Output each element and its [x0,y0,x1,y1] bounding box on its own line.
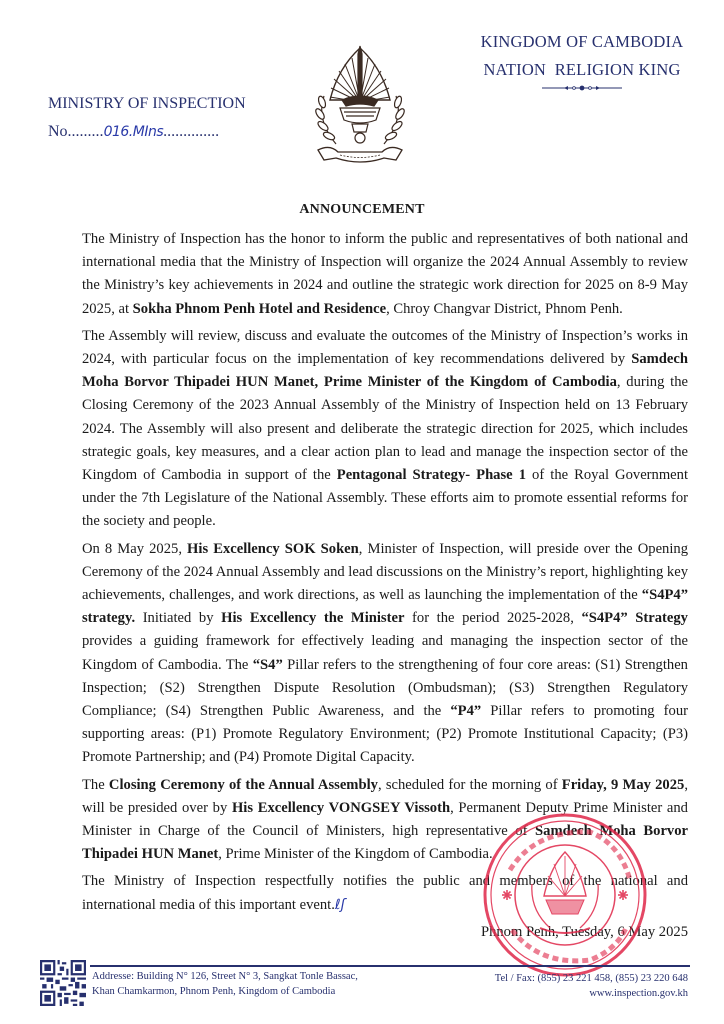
paragraph-closing [82,774,688,867]
number-prefix: No......... [48,123,104,140]
kingdom-title: KINGDOM OF CAMBODIA [480,32,684,51]
paragraph-notice [82,870,688,916]
text: The Assembly will review, discuss and evaluate the outcomes of the Ministry of Inspection’s works in 2024, with particular focus on the implementation of key recommendations delivered by [82,327,688,368]
address-line-2: Khan Chamkarmon, Phnom Penh, Kingdom of Cambodia [92,986,336,997]
footer-divider [90,965,690,967]
pillar-name: “P4” [450,703,482,720]
ceremony-date: Friday, 9 May 2025 [561,776,685,793]
footer-address [92,969,358,999]
strategy-name: Pentagonal Strategy- Phase 1 [336,467,526,484]
text: Pillar refers to the strengthening of four core areas: (S1) Strengthen Inspection; (S2) Strengthen Dispute Resolution (Ombudsman); (S3) Strengthen Regulatory Compliance; (S4) Strengthen Public Awareness, and the [82,656,688,720]
footer-contact [495,971,688,1001]
text: , during the Closing Ceremony of the 2023 Annual Assembly of the Ministry of Inspection held on 13 February 2024. The Assembly will also present and deliberate the strategic direction for 2025, which includes strategic goals, key measures, and a clear action plan to lead and manage the inspection sector of the Kingdom of Cambodia in support of the [82,374,688,484]
ceremony-name: Closing Ceremony of the Annual Assembly [108,776,378,793]
text: Initiated by [135,610,222,627]
paragraph-review [82,325,688,534]
address-line-1: Addresse: Building N° 126, Street N° 3, Sangkat Tonle Bassac, [92,971,358,982]
kingdom-header [440,28,724,92]
document-number [48,118,246,146]
tel-fax: Tel / Fax: (855) 23 221 458, (855) 23 220 648 [494,973,688,984]
handwritten-initials: ℓʃ [334,896,346,913]
pillar-name: “S4” [252,656,283,673]
ministry-emblem-icon [300,40,420,175]
website-link[interactable]: www.inspection.gov.kh [589,988,688,999]
text: On 8 May 2025, [82,540,188,557]
paragraph-opening [82,538,688,770]
strategy-name: “S4P4” strategy. [82,587,688,627]
text: , Prime Minister of the Kingdom of Cambodia. [218,846,493,863]
text: , scheduled for the morning of [377,776,562,793]
text: provides a guiding framework for effectively leading and managing the inspection sector of the Kingdom of Cambodia. The [82,633,688,673]
prime-minister-name: Samdech Moha Borvor Thipadei HUN Manet [82,823,688,863]
ministry-name: MINISTRY OF INSPECTION [48,95,246,112]
kingdom-motto: NATION RELIGION KING [483,60,681,79]
text: of the Royal Government under the 7th Legislature of the National Assembly. These efforts aim to promote essential reforms for the society and people. [82,467,689,530]
text: The Ministry of Inspection respectfully notifies the public and members of the national and international media of this important event. [82,873,688,913]
number-suffix: .............. [163,123,220,140]
text: , will be presided over by [82,776,688,816]
text: for the period 2025-2028, [404,610,582,627]
place-and-date: Phnom Penh, Tuesday, 6 May 2025 [480,923,688,940]
number-value: 016.MIns [103,124,164,140]
document-title: ANNOUNCEMENT [299,202,425,217]
minister-name: His Excellency SOK Soken [187,540,359,557]
venue-name: Sokha Phnom Penh Hotel and Residence [132,300,387,317]
strategy-name: “S4P4” Strategy [581,610,688,627]
text: , Minister of Inspection, will preside over the Opening Ceremony of the 2024 Annual Assembly and lead discussions on the Ministry’s report, highlighting key achievements, challenges, and work directions, as well as launching the implementation of the [82,540,688,604]
ministry-header [48,90,246,146]
announcement-body [82,228,688,944]
text: The [82,776,109,793]
text: The Ministry of Inspection has the honor to inform the public and representatives of both national and international media that the Ministry of Inspection will organize the 2024 Annual Assembly to review the Ministry’s key achievements in 2024 and outline the strategic work direction for 2025 on 8-9 May 2025, at [82,231,688,317]
deputy-pm-name: His Excellency VONGSEY Vissoth [231,799,451,816]
paragraph-venue [82,228,688,321]
text: , Chroy Changvar District, Phnom Penh. [386,300,623,317]
text: , Permanent Deputy Prime Minister and Minister in Charge of the Council of Ministers, high representative of [82,799,688,840]
minister-title: His Excellency the Minister [221,610,405,627]
qr-code-icon[interactable] [40,960,86,1006]
prime-minister-name: Samdech Moha Borvor Thipadei HUN Manet, Prime Minister of the Kingdom of Cambodia [82,351,688,391]
text: Pillar refers to promoting four supporting areas: (P1) Promote Regulatory Environment; (P2) Promote Institutional Capacity; (P3) Promote Partnership; and (P4) Promote Digital Capacity. [82,703,688,766]
ornament-divider-icon [542,84,622,92]
